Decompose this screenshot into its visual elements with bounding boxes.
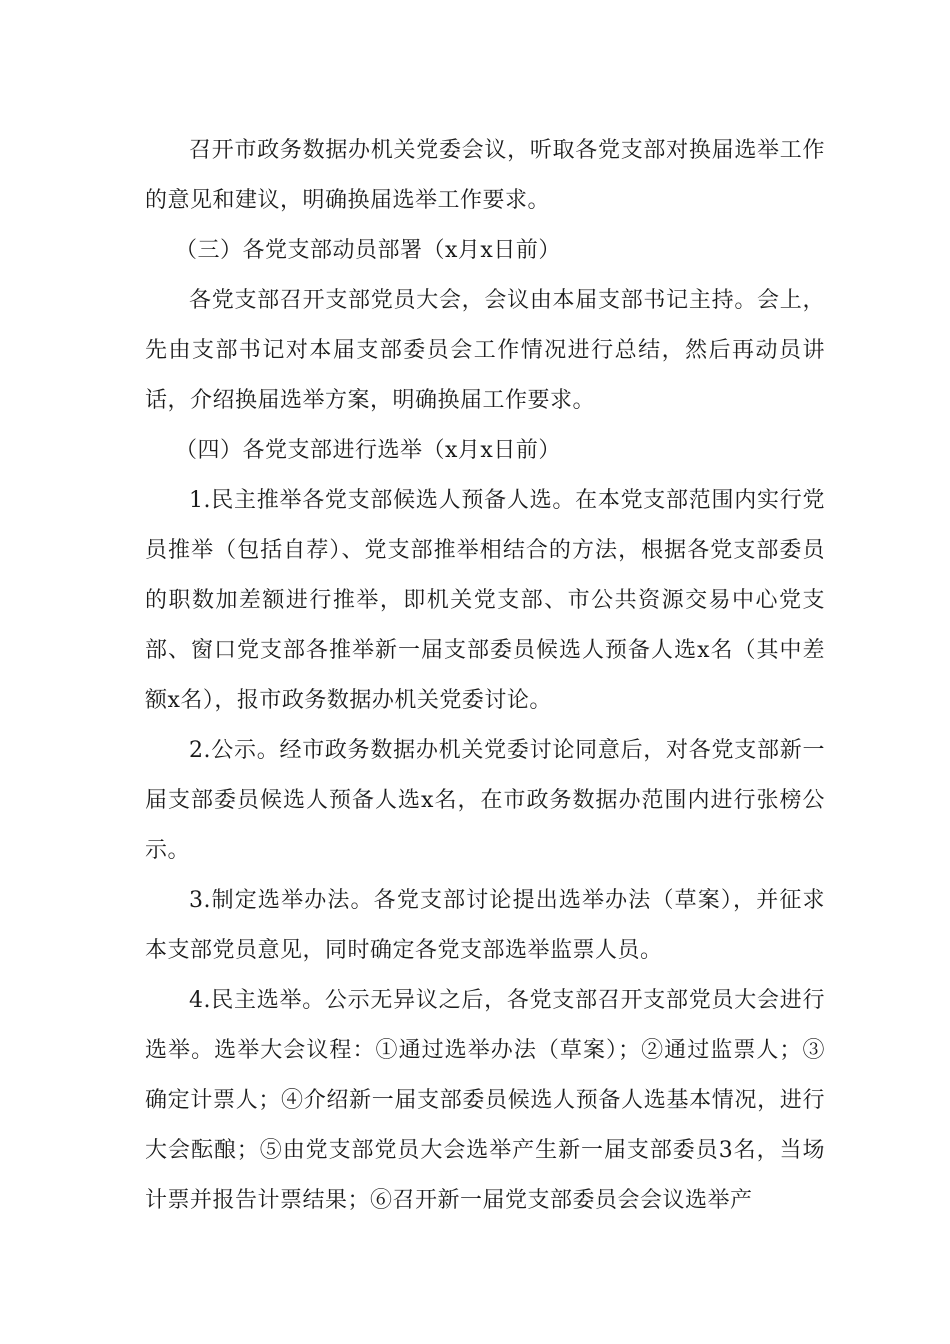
paragraph: 4.民主选举。公示无异议之后，各党支部召开支部党员大会进行选举。选举大会议程：①通过选举办法（草案）；②通过监票人；③确定计票人；④介绍新一届支部委员候选人预备人选基本情况，进行大会酝酿；⑤由党支部党员大会选举产生新一届支部委员3名，当场计票并报告计票结果；⑥召开新一届党支部委员会会议选举产 bbox=[145, 988, 825, 1213]
paragraph: 各党支部召开支部党员大会，会议由本届支部书记主持。会上，先由支部书记对本届支部委员会工作情况进行总结，然后再动员讲话，介绍换届选举方案，明确换届工作要求。 bbox=[145, 288, 825, 413]
paragraph: 2.公示。经市政务数据办机关党委讨论同意后，对各党支部新一届支部委员候选人预备人选x名，在市政务数据办范围内进行张榜公示。 bbox=[145, 738, 825, 863]
section-heading: （三）各党支部动员部署（x月x日前） bbox=[175, 238, 561, 263]
section-heading: （四）各党支部进行选举（x月x日前） bbox=[175, 438, 561, 463]
paragraph: 1.民主推举各党支部候选人预备人选。在本党支部范围内实行党员推举（包括自荐）、党支部推举相结合的方法，根据各党支部委员的职数加差额进行推举，即机关党支部、市公共资源交易中心党支部、窗口党支部各推举新一届支部委员候选人预备人选x名（其中差额x名），报市政务数据办机关党委讨论。 bbox=[145, 488, 825, 713]
document-body bbox=[145, 126, 825, 1226]
paragraph: 召开市政务数据办机关党委会议，听取各党支部对换届选举工作的意见和建议，明确换届选举工作要求。 bbox=[145, 138, 825, 213]
paragraph: 3.制定选举办法。各党支部讨论提出选举办法（草案），并征求本支部党员意见，同时确定各党支部选举监票人员。 bbox=[145, 888, 825, 963]
